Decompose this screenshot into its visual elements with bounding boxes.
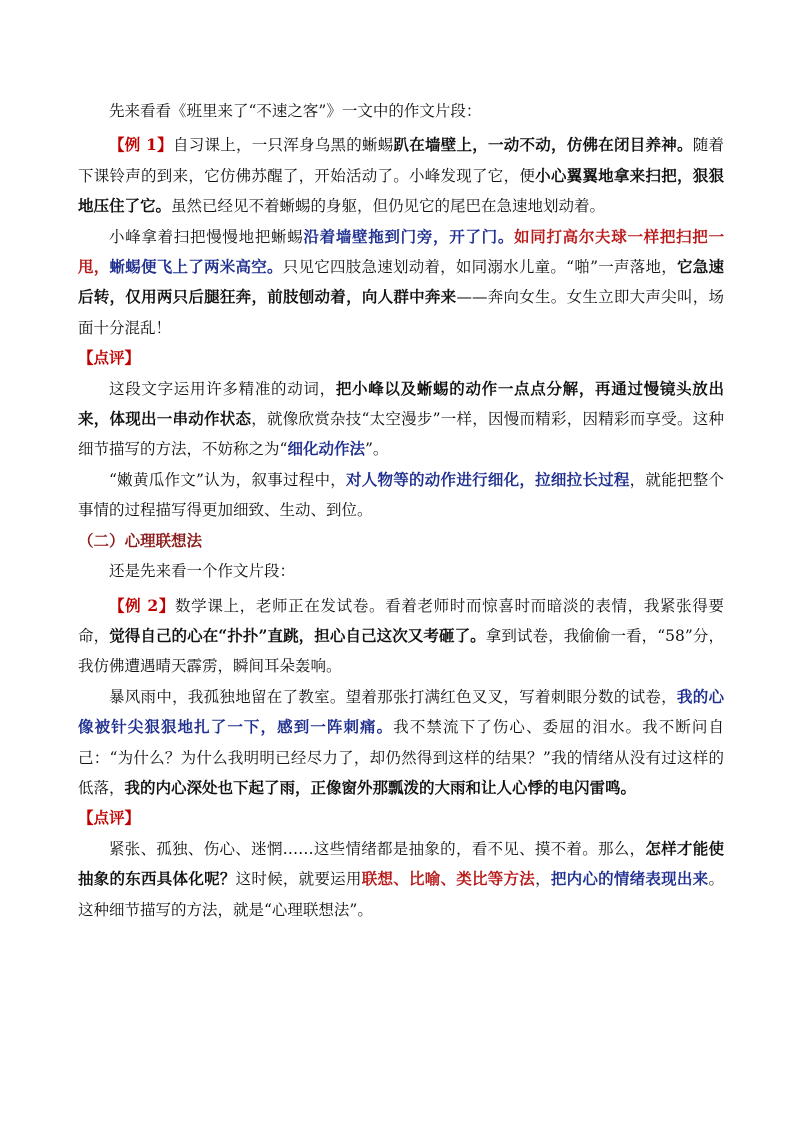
text-run: 我不禁流下了伤心、委屈的泪水。我不断问自己：“为什么？为什么我明明已经尽力了，却仍然得到这样的结果？”我的情绪从没有过这样的低落，	[78, 718, 724, 797]
example-1-text-2	[78, 228, 724, 337]
review-2-paragraph-1	[78, 834, 724, 925]
text-run: 这时候，就要运用	[235, 870, 362, 889]
text-run: 对人物等的动作进行细化，拉细拉长过程	[346, 469, 630, 489]
text-run: 虽然已经见不着蜥蜴的身躯，但仍见它的尾巴在急速地划动着。	[171, 197, 606, 216]
text-run: ，就能把整个事情的过程描写得更加细致、生动、到位。	[78, 470, 724, 520]
review-1-label	[78, 343, 724, 373]
text-run: 。这种细节描写的方法，就是“心理联想法”。	[78, 870, 724, 919]
text-run: 随着下课铃声的到来，它仿佛苏醒了，开始活动了。小峰发现了它，便	[78, 136, 724, 185]
example-1-label: 【例 1】	[109, 135, 173, 155]
text-run: ，就像欣赏杂技“太空漫步”一样，因慢而精彩，因精彩而享受。这种细节描写的方法，不妨称之为“	[78, 410, 724, 459]
text-run: 细化动作法	[287, 439, 365, 459]
text-run: 联想、比喻、类比等方法	[361, 869, 536, 889]
text-run: 我的内心深处也下起了雨，正像窗外那瓢泼的大雨和让人心悸的电闪雷鸣。	[124, 777, 637, 797]
review-1-label-text: 【点评】	[78, 348, 141, 368]
text-run: 沿着墙壁拖到门旁，开了门。	[303, 226, 515, 246]
example-2-text-1	[78, 597, 724, 676]
text-run: 数学课上，老师正在发试卷。看着老师时而惊喜时而暗淡的表情，我紧张得要命，	[78, 596, 724, 645]
review-2-label	[78, 803, 724, 833]
intro-paragraph: 先来看看《班里来了“不速之客”》一文中的作文片段：	[109, 102, 482, 120]
example-2-text-2	[78, 688, 724, 797]
review-1-paragraph-2	[78, 465, 724, 526]
section-2-heading	[78, 526, 724, 556]
text-run: 蜥蜴便飞上了两米高空。	[109, 257, 283, 277]
review-1-text-1	[78, 380, 724, 459]
text-run: 小心翼翼地拿来扫把，狠狠地压住了它。	[78, 165, 724, 216]
section-2-intro: 还是先来看一个作文片段：	[109, 562, 296, 581]
text-run: 觉得自己的心在“扑扑”直跳，担心自己这次又考砸了。	[109, 625, 486, 645]
review-2-text-1	[78, 840, 724, 919]
text-run: 趴在墙壁上，一动不动，仿佛在闭目养神。	[393, 135, 693, 155]
text-run: 自习课上，一只浑身乌黑的蜥蜴	[172, 136, 394, 155]
text-run: 暴风雨中，我孤独地留在了教室。望着那张打满红色叉叉，写着刺眼分数的试卷，	[109, 687, 677, 706]
example-1-paragraph-1	[78, 130, 724, 221]
review-1-paragraph-1	[78, 374, 724, 465]
example-1-paragraph-2	[78, 222, 724, 344]
text-run: 它急速后转，仅用两只后腿狂奔，前肢刨动着，向人群中奔来	[78, 257, 724, 307]
text-run: 怎样才能使抽象的东西具体化呢？	[78, 838, 724, 889]
text-run: ”。	[364, 440, 389, 459]
text-run: 紧张、孤独、伤心、迷惘……这些情绪都是抽象的，看不见、摸不着。那么，	[109, 839, 646, 858]
text-run: ，	[535, 870, 551, 889]
example-2-label: 【例 2】	[109, 595, 176, 615]
example-2-paragraph-1	[78, 591, 724, 682]
text-run: 这段文字运用许多精准的动词，	[109, 379, 336, 398]
example-2-paragraph-2	[78, 682, 724, 804]
example-1-text-1	[78, 136, 724, 215]
text-run: 拿到试卷，我偷偷一看，“58”分，我仿佛遭遇晴天霹雳，瞬间耳朵轰响。	[78, 626, 724, 676]
text-run: 小峰拿着扫把慢慢地把蜥蜴	[109, 227, 304, 246]
text-run: 我的心像被针尖狠狠地扎了一下，感到一阵刺痛。	[78, 686, 724, 737]
review-2-label-text: 【点评】	[78, 808, 141, 828]
text-run: “嫩黄瓜作文”认为，叙事过程中，	[109, 470, 346, 489]
text-run: 只见它四肢急速划动着，如同溺水儿童。“啪”一声落地，	[282, 258, 677, 277]
section-2-heading-text: （二）心理联想法	[78, 530, 203, 550]
text-run: 把内心的情绪表现出来	[550, 869, 709, 889]
text-run: 把小峰以及蜥蜴的动作一点点分解，再通过慢镜头放出来，体现出一串动作状态	[78, 378, 724, 429]
text-run: ——奔向女生。女生立即大声尖叫，场面十分混乱！	[78, 288, 724, 337]
text-run: 如同打高尔夫球一样把扫把一甩，	[78, 226, 724, 277]
article-body	[78, 96, 724, 925]
review-1-text-2	[78, 471, 724, 519]
